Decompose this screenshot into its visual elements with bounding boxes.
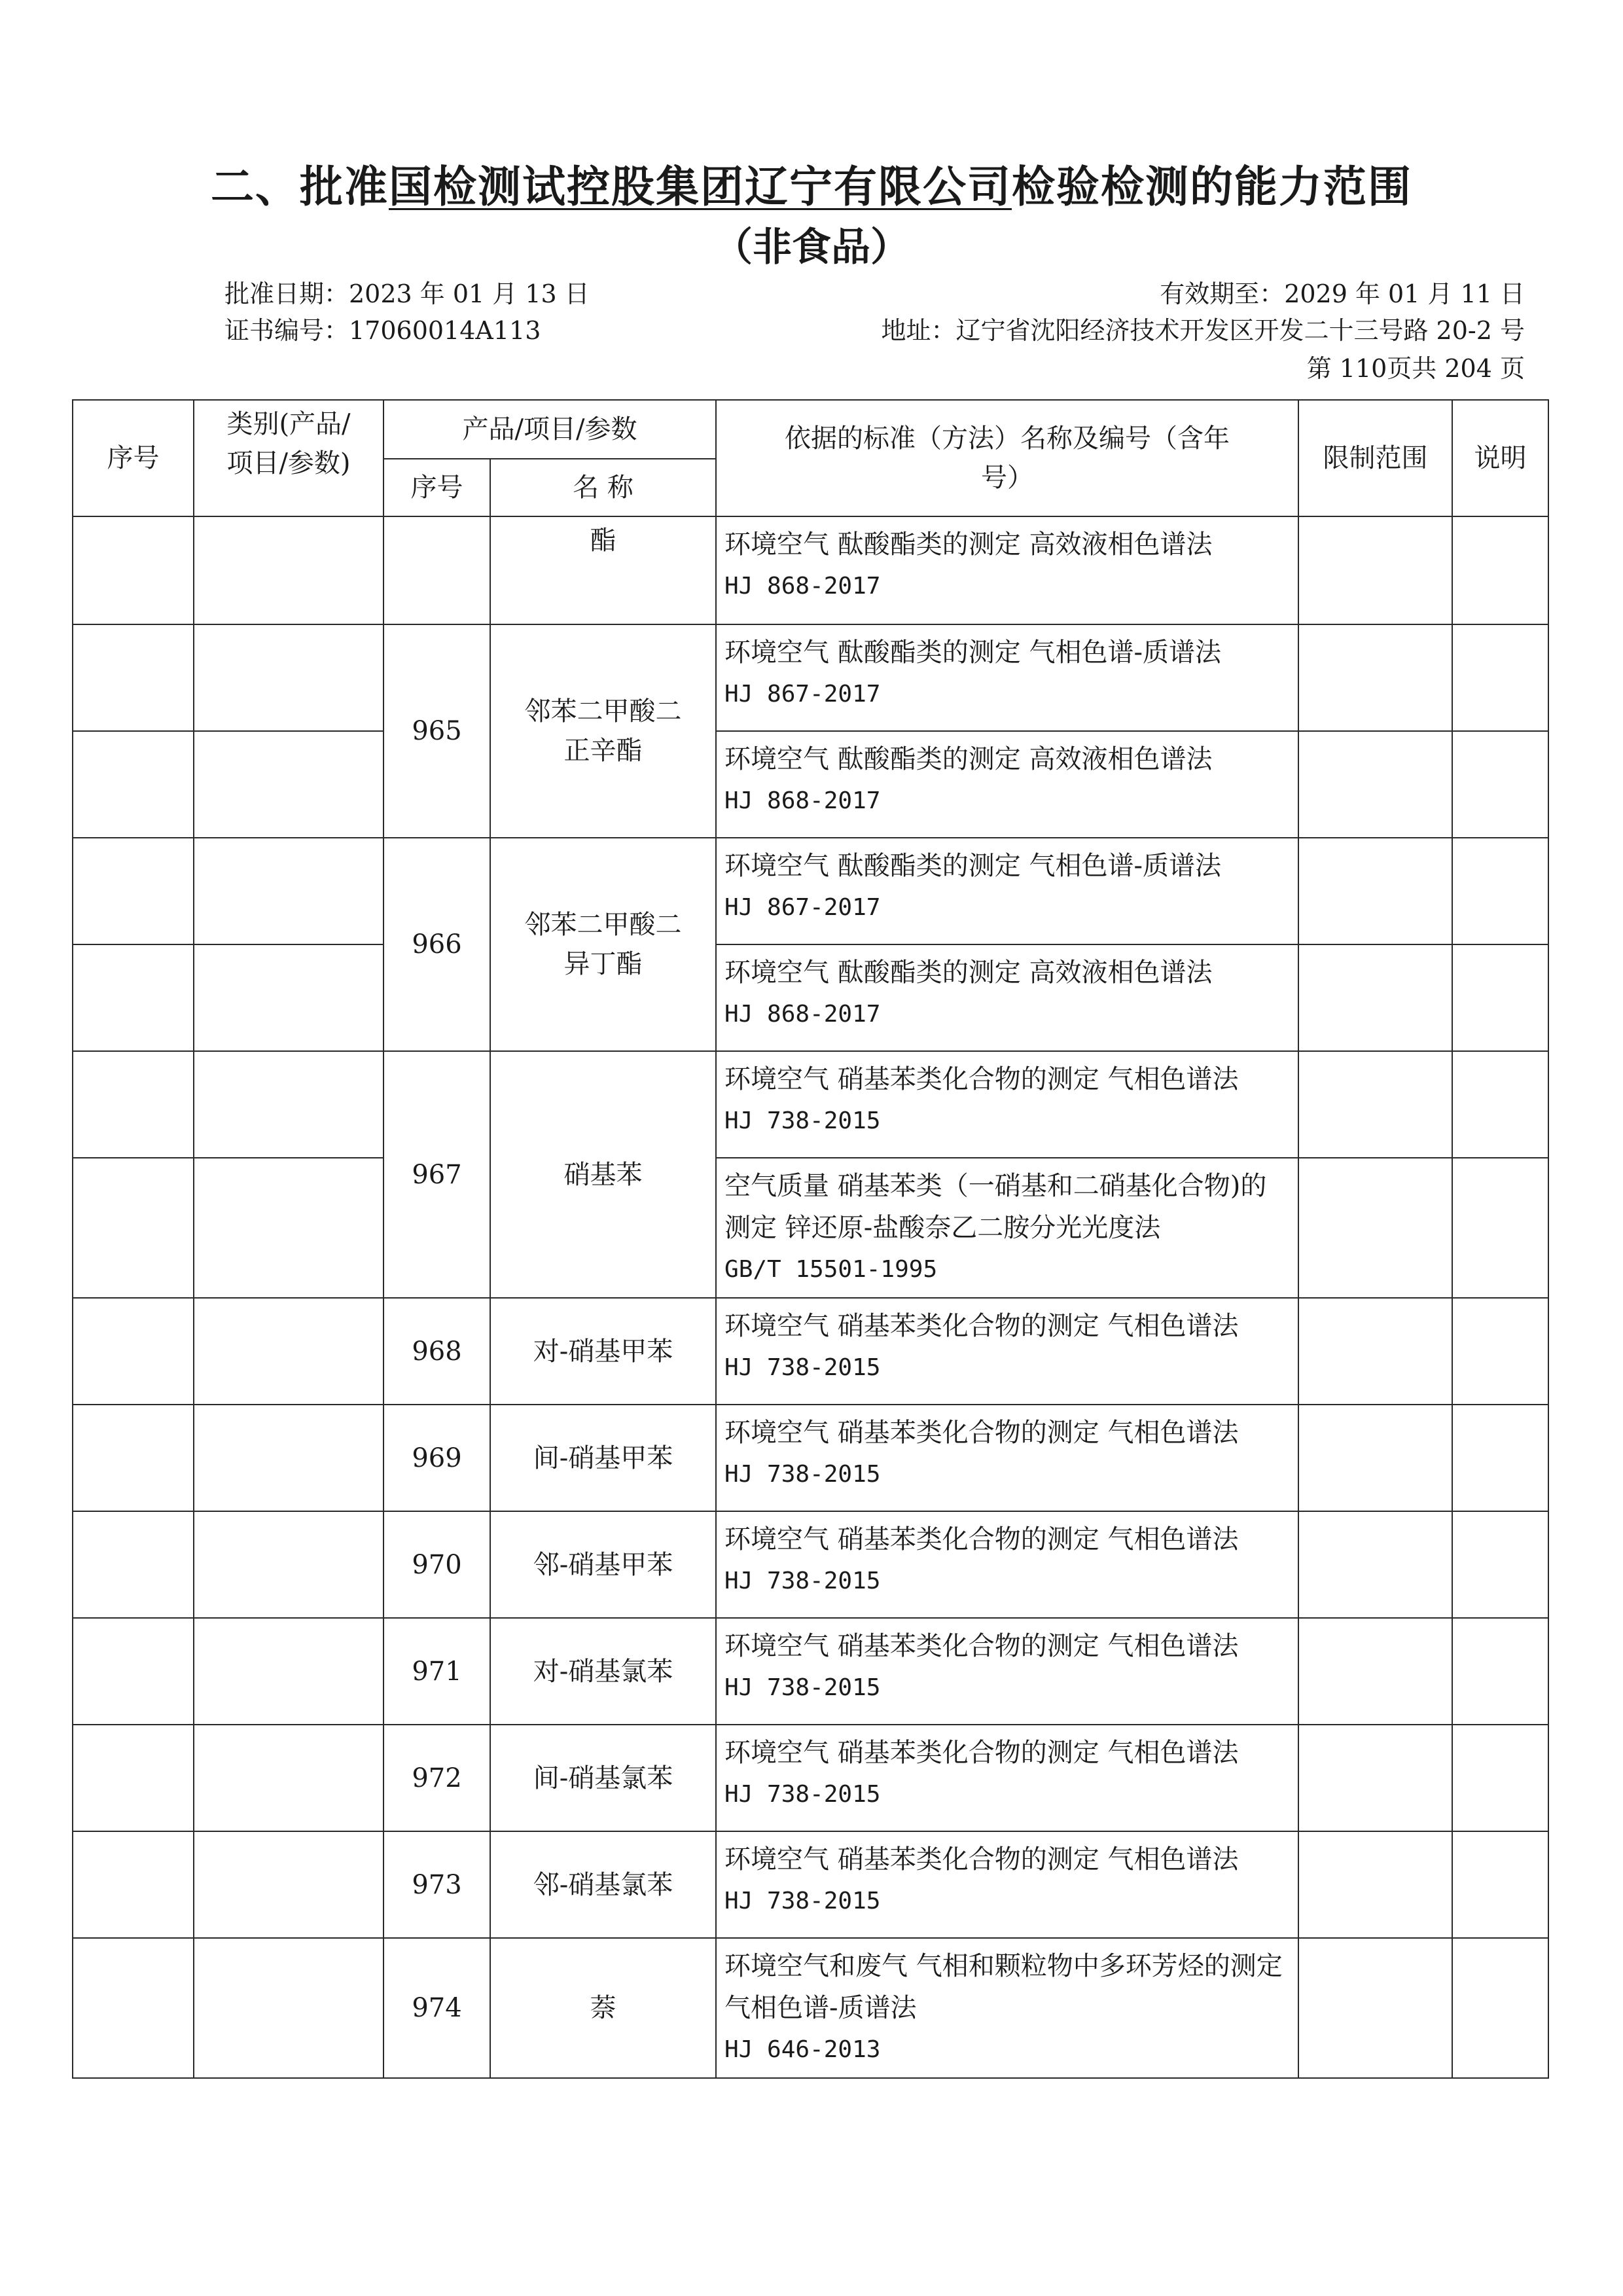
standard-name: 环境空气 硝基苯类化合物的测定 气相色谱法 bbox=[724, 1064, 1239, 1094]
standard-code: HJ 868-2017 bbox=[724, 573, 881, 600]
standard-code: HJ 738-2015 bbox=[724, 1781, 881, 1808]
standard-name: 环境空气和废气 气相和颗粒物中多环芳烃的测定 气相色谱-质谱法 bbox=[724, 1951, 1283, 2023]
item-name: 对-硝基氯苯 bbox=[490, 1618, 716, 1725]
item-number: 972 bbox=[383, 1725, 490, 1831]
header-category: 类别(产品/项目/参数) bbox=[194, 400, 383, 516]
limit-cell bbox=[1298, 1405, 1452, 1511]
note-cell bbox=[1452, 1051, 1548, 1158]
standard-cell bbox=[716, 624, 1298, 731]
limit-cell bbox=[1298, 1938, 1452, 2078]
standard-cell bbox=[716, 838, 1298, 944]
item-name: 邻苯二甲酸二异丁酯 bbox=[490, 838, 716, 1051]
standard-cell bbox=[716, 1405, 1298, 1511]
header-standard: 依据的标准（方法）名称及编号（含年号） bbox=[716, 400, 1298, 516]
standard-code: HJ 738-2015 bbox=[724, 1568, 881, 1594]
standard-cell bbox=[716, 1298, 1298, 1405]
certificate-number: 证书编号：17060014A113 bbox=[224, 316, 541, 345]
standard-code: HJ 646-2013 bbox=[724, 2036, 881, 2063]
table-row bbox=[73, 1831, 1548, 1938]
standard-cell bbox=[716, 1725, 1298, 1831]
table-row bbox=[73, 516, 1548, 624]
item-number: 973 bbox=[383, 1831, 490, 1938]
seq-cell bbox=[73, 1725, 194, 1831]
limit-cell bbox=[1298, 1158, 1452, 1298]
category-cell bbox=[194, 1051, 383, 1158]
page-subtitle: （非食品） bbox=[713, 224, 910, 270]
category-cell bbox=[194, 1158, 383, 1298]
note-cell bbox=[1452, 1405, 1548, 1511]
limit-cell bbox=[1298, 1831, 1452, 1938]
category-cell bbox=[194, 516, 383, 624]
standard-code: HJ 867-2017 bbox=[724, 894, 881, 921]
header-product-group: 产品/项目/参数 bbox=[383, 400, 716, 459]
limit-cell bbox=[1298, 1051, 1452, 1158]
limit-cell bbox=[1298, 838, 1452, 944]
table-row bbox=[73, 731, 1548, 838]
limit-cell bbox=[1298, 516, 1452, 624]
page-title bbox=[0, 152, 1623, 214]
seq-cell bbox=[73, 838, 194, 944]
standard-name: 环境空气 硝基苯类化合物的测定 气相色谱法 bbox=[724, 1738, 1239, 1768]
note-cell bbox=[1452, 1831, 1548, 1938]
table-row bbox=[73, 1051, 1548, 1158]
category-cell bbox=[194, 1725, 383, 1831]
address: 地址：辽宁省沈阳经济技术开发区开发二十三号路 20-2 号 bbox=[881, 316, 1525, 345]
note-cell bbox=[1452, 516, 1548, 624]
capability-table bbox=[72, 399, 1549, 2079]
category-cell bbox=[194, 1938, 383, 2078]
seq-cell bbox=[73, 624, 194, 731]
page-number: 第 110页共 204 页 bbox=[1306, 354, 1525, 383]
table-row bbox=[73, 1725, 1548, 1831]
item-name: 邻-硝基氯苯 bbox=[490, 1831, 716, 1938]
table-row bbox=[73, 1298, 1548, 1405]
title-organization: 国检测试控股集团辽宁有限公司 bbox=[389, 162, 1012, 212]
category-cell bbox=[194, 1298, 383, 1405]
standard-name: 空气质量 硝基苯类（一硝基和二硝基化合物)的测定 锌还原-盐酸奈乙二胺分光光度法 bbox=[724, 1171, 1267, 1243]
table-body bbox=[73, 516, 1548, 2078]
note-cell bbox=[1452, 838, 1548, 944]
table-row bbox=[73, 624, 1548, 731]
header-limit: 限制范围 bbox=[1298, 400, 1452, 516]
limit-cell bbox=[1298, 1298, 1452, 1405]
standard-name: 环境空气 硝基苯类化合物的测定 气相色谱法 bbox=[724, 1524, 1239, 1554]
standard-code: HJ 868-2017 bbox=[724, 1001, 881, 1028]
limit-cell bbox=[1298, 1511, 1452, 1618]
item-number: 970 bbox=[383, 1511, 490, 1618]
item-name: 邻-硝基甲苯 bbox=[490, 1511, 716, 1618]
category-cell bbox=[194, 1511, 383, 1618]
limit-cell bbox=[1298, 624, 1452, 731]
table-row bbox=[73, 1511, 1548, 1618]
standard-code: HJ 868-2017 bbox=[724, 787, 881, 814]
standard-code: HJ 738-2015 bbox=[724, 1888, 881, 1914]
standard-cell bbox=[716, 944, 1298, 1051]
item-name: 对-硝基甲苯 bbox=[490, 1298, 716, 1405]
item-name: 酯 bbox=[490, 516, 716, 624]
standard-code: HJ 738-2015 bbox=[724, 1354, 881, 1381]
table-row bbox=[73, 1405, 1548, 1511]
standard-cell bbox=[716, 1158, 1298, 1298]
standard-code: HJ 738-2015 bbox=[724, 1674, 881, 1701]
note-cell bbox=[1452, 624, 1548, 731]
standard-name: 环境空气 酞酸酯类的测定 高效液相色谱法 bbox=[724, 958, 1213, 988]
limit-cell bbox=[1298, 731, 1452, 838]
limit-cell bbox=[1298, 944, 1452, 1051]
note-cell bbox=[1452, 1158, 1548, 1298]
item-number: 966 bbox=[383, 838, 490, 1051]
standard-name: 环境空气 酞酸酯类的测定 高效液相色谱法 bbox=[724, 529, 1213, 560]
header-seq: 序号 bbox=[73, 400, 194, 516]
category-cell bbox=[194, 838, 383, 944]
note-cell bbox=[1452, 1298, 1548, 1405]
item-number: 969 bbox=[383, 1405, 490, 1511]
item-name: 间-硝基甲苯 bbox=[490, 1405, 716, 1511]
standard-name: 环境空气 酞酸酯类的测定 高效液相色谱法 bbox=[724, 744, 1213, 774]
note-cell bbox=[1452, 1511, 1548, 1618]
note-cell bbox=[1452, 1725, 1548, 1831]
limit-cell bbox=[1298, 1725, 1452, 1831]
header-sub-name: 名 称 bbox=[490, 459, 716, 516]
table-row bbox=[73, 1158, 1548, 1298]
standard-cell bbox=[716, 731, 1298, 838]
standard-code: HJ 738-2015 bbox=[724, 1107, 881, 1134]
standard-name: 环境空气 硝基苯类化合物的测定 气相色谱法 bbox=[724, 1844, 1239, 1874]
standard-cell bbox=[716, 1831, 1298, 1938]
table-row bbox=[73, 1618, 1548, 1725]
limit-cell bbox=[1298, 1618, 1452, 1725]
seq-cell bbox=[73, 1831, 194, 1938]
category-cell bbox=[194, 1405, 383, 1511]
standard-code: HJ 738-2015 bbox=[724, 1461, 881, 1488]
standard-cell bbox=[716, 516, 1298, 624]
item-name: 萘 bbox=[490, 1938, 716, 2078]
note-cell bbox=[1452, 1618, 1548, 1725]
category-cell bbox=[194, 731, 383, 838]
note-cell bbox=[1452, 944, 1548, 1051]
title-suffix: 检验检测的能力范围 bbox=[1012, 162, 1412, 212]
seq-cell bbox=[73, 1511, 194, 1618]
valid-until: 有效期至：2029 年 01 月 11 日 bbox=[1160, 279, 1525, 308]
seq-cell bbox=[73, 516, 194, 624]
title-prefix: 二、批准 bbox=[211, 162, 389, 212]
category-cell bbox=[194, 1618, 383, 1725]
standard-cell bbox=[716, 1938, 1298, 2078]
seq-cell bbox=[73, 731, 194, 838]
approval-date: 批准日期：2023 年 01 月 13 日 bbox=[224, 279, 590, 308]
item-number: 965 bbox=[383, 624, 490, 838]
standard-name: 环境空气 硝基苯类化合物的测定 气相色谱法 bbox=[724, 1311, 1239, 1341]
standard-cell bbox=[716, 1511, 1298, 1618]
item-name: 邻苯二甲酸二正辛酯 bbox=[490, 624, 716, 838]
item-name: 硝基苯 bbox=[490, 1051, 716, 1298]
seq-cell bbox=[73, 1051, 194, 1158]
table-row bbox=[73, 1938, 1548, 2078]
item-name: 间-硝基氯苯 bbox=[490, 1725, 716, 1831]
header-sub-seq: 序号 bbox=[383, 459, 490, 516]
category-cell bbox=[194, 1831, 383, 1938]
category-cell bbox=[194, 944, 383, 1051]
seq-cell bbox=[73, 1405, 194, 1511]
standard-cell bbox=[716, 1618, 1298, 1725]
item-number: 967 bbox=[383, 1051, 490, 1298]
seq-cell bbox=[73, 1298, 194, 1405]
seq-cell bbox=[73, 1158, 194, 1298]
item-number bbox=[383, 516, 490, 624]
standard-code: GB/T 15501-1995 bbox=[724, 1256, 938, 1283]
table-row bbox=[73, 838, 1548, 944]
item-number: 974 bbox=[383, 1938, 490, 2078]
header-note: 说明 bbox=[1452, 400, 1548, 516]
note-cell bbox=[1452, 1938, 1548, 2078]
seq-cell bbox=[73, 1938, 194, 2078]
standard-name: 环境空气 酞酸酯类的测定 气相色谱-质谱法 bbox=[724, 851, 1221, 881]
note-cell bbox=[1452, 731, 1548, 838]
item-number: 971 bbox=[383, 1618, 490, 1725]
seq-cell bbox=[73, 1618, 194, 1725]
item-number: 968 bbox=[383, 1298, 490, 1405]
standard-name: 环境空气 硝基苯类化合物的测定 气相色谱法 bbox=[724, 1418, 1239, 1448]
category-cell bbox=[194, 624, 383, 731]
standard-code: HJ 867-2017 bbox=[724, 681, 881, 708]
standard-name: 环境空气 酞酸酯类的测定 气相色谱-质谱法 bbox=[724, 637, 1221, 668]
seq-cell bbox=[73, 944, 194, 1051]
standard-name: 环境空气 硝基苯类化合物的测定 气相色谱法 bbox=[724, 1631, 1239, 1661]
standard-cell bbox=[716, 1051, 1298, 1158]
table-row bbox=[73, 944, 1548, 1051]
